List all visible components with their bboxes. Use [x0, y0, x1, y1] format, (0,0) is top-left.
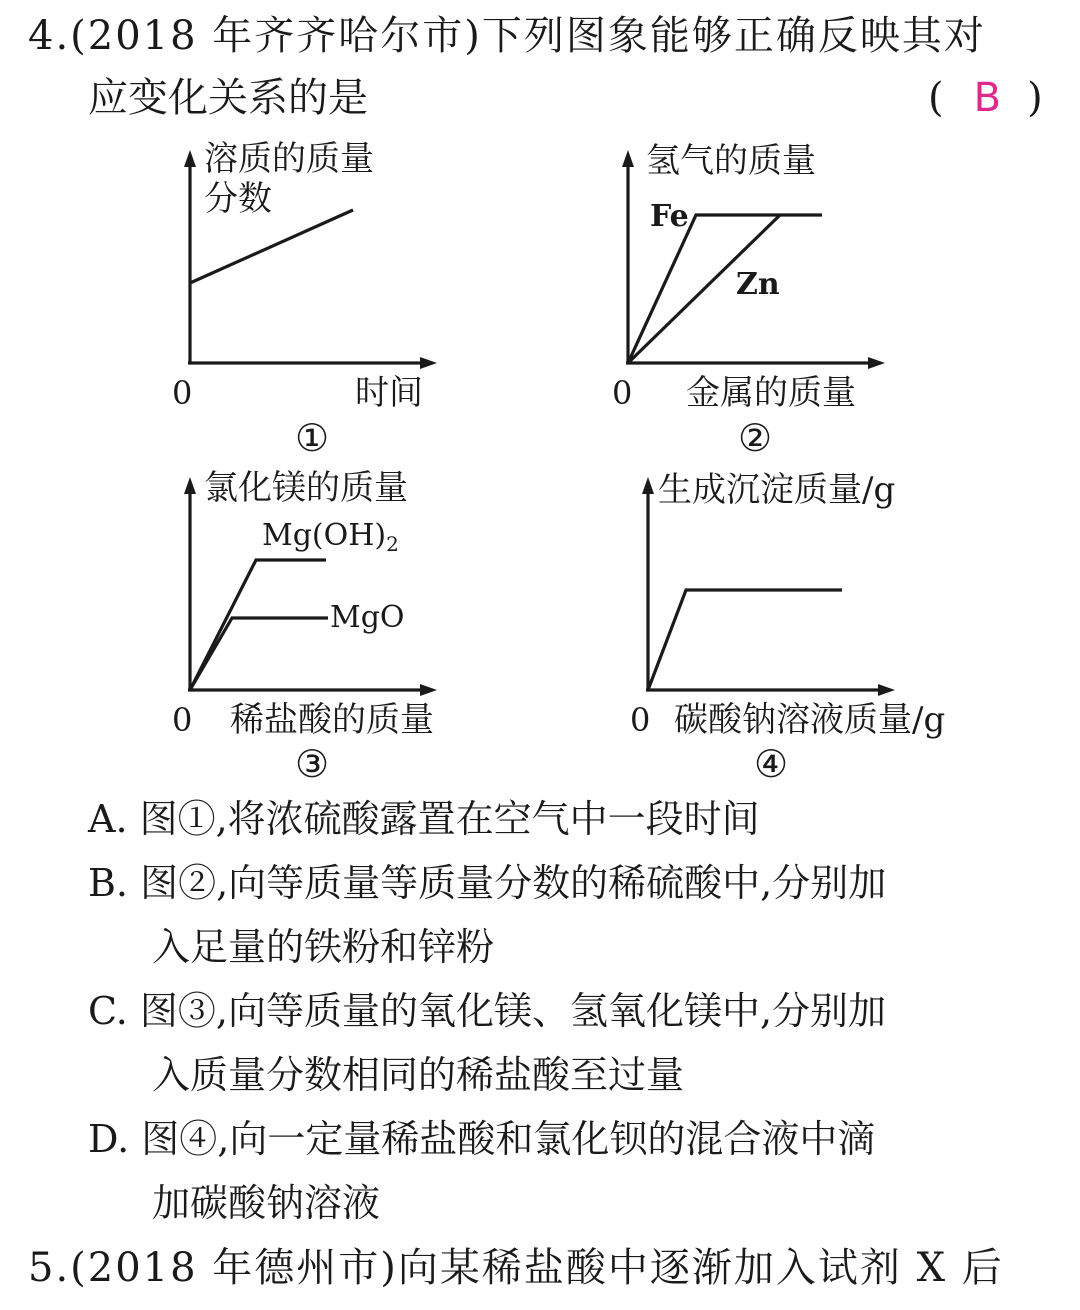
option-b: B. 图②,向等质量等质量分数的稀硫酸中,分别加 — [88, 861, 887, 905]
y-axis-label: 氯化镁的质量 — [204, 468, 408, 508]
x-axis-arrow — [878, 684, 895, 696]
series-label-zn: Zn — [736, 267, 780, 302]
series-line — [190, 210, 353, 283]
question-4-line-1 — [28, 12, 986, 60]
answer-letter: B — [973, 75, 1002, 121]
y-axis-label: 溶质的质量 — [204, 139, 374, 179]
series-line-mgoh2 — [190, 560, 326, 690]
origin-label: 0 — [172, 374, 193, 412]
graph-4 — [608, 462, 980, 786]
option-d-continued: 加碳酸钠溶液 — [152, 1181, 381, 1225]
series-label-mgo: MgO — [330, 600, 405, 635]
graph-number: ③ — [295, 742, 330, 786]
question-5-line-1 — [28, 1244, 1004, 1292]
question-4-line-2 — [88, 74, 368, 122]
question-number: 5. — [28, 1245, 71, 1291]
x-axis-label: 稀盐酸的质量 — [230, 700, 434, 740]
graph-3 — [150, 462, 470, 786]
y-axis-label: 生成沉淀质量/g — [658, 470, 896, 510]
graph-2 — [590, 135, 900, 465]
question-number: 4. — [28, 13, 71, 59]
y-axis-label: 氢气的质量 — [646, 141, 816, 181]
x-axis-label: 时间 — [355, 373, 423, 413]
x-axis-arrow — [868, 357, 885, 369]
x-axis-arrow — [420, 684, 437, 696]
x-axis-label: 金属的质量 — [686, 373, 856, 413]
question-source: (2018 年德州市) — [70, 1245, 398, 1291]
graph-number: ④ — [754, 742, 789, 786]
series-label-mgoh2: $Mg(OH)_2$ — [262, 518, 399, 556]
question-stem: 下列图象能够正确反映其对 — [481, 13, 986, 59]
option-b-continued: 入足量的铁粉和锌粉 — [152, 925, 495, 969]
origin-label: 0 — [630, 701, 651, 739]
series-line-fe — [628, 215, 822, 363]
graph-1 — [150, 135, 450, 465]
graph-number: ② — [738, 416, 773, 460]
y-axis-label-line-2: 分数 — [204, 179, 272, 219]
series-label-fe: Fe — [650, 199, 689, 234]
answer-bracket: ( B ) — [928, 75, 1043, 121]
origin-label: 0 — [612, 374, 633, 412]
series-line — [648, 590, 842, 690]
question-stem: 向某稀盐酸中逐渐加入试剂 X 后 — [397, 1245, 1004, 1291]
x-axis-arrow — [420, 357, 437, 369]
option-d: D. 图④,向一定量稀盐酸和氯化钡的混合液中滴 — [88, 1117, 876, 1161]
origin-label: 0 — [172, 701, 193, 739]
option-a: A. 图①,将浓硫酸露置在空气中一段时间 — [88, 797, 760, 841]
x-axis-label: 碳酸钠溶液质量/g — [674, 700, 946, 740]
question-source: (2018 年齐齐哈尔市) — [70, 13, 482, 59]
option-c-continued: 入质量分数相同的稀盐酸至过量 — [152, 1053, 685, 1097]
graph-number: ① — [295, 416, 330, 460]
series-line-mgo — [190, 618, 328, 690]
option-c: C. 图③,向等质量的氧化镁、氢氧化镁中,分别加 — [88, 989, 887, 1033]
question-stem-continued: 应变化关系的是 — [88, 75, 368, 121]
